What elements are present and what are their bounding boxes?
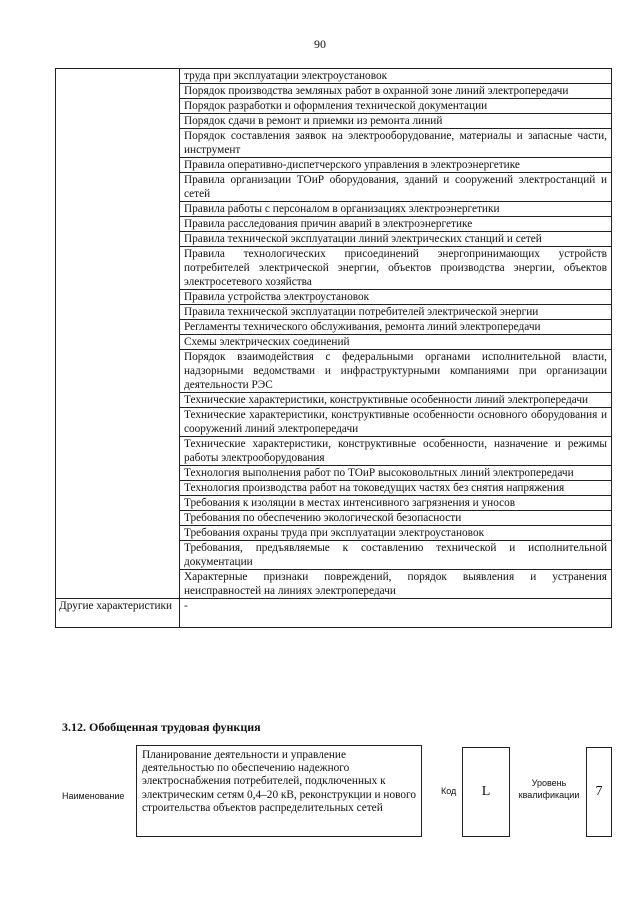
knowledge-item: Правила оперативно-диспетчерского управления в электроэнергетике <box>180 158 612 173</box>
row-label-cell <box>56 69 180 599</box>
knowledge-item: Порядок составления заявок на электрооборудование, материалы и запасные части, инструмент <box>180 129 612 158</box>
function-name-value: Планирование деятельности и управление деятельностью по обеспечению надежного электроснабжения потребителей, подключенных к электрическим сетям 0,4–20 кВ, реконструкции и нового строительства объектов распределительных сетей <box>136 745 422 837</box>
knowledge-item: Правила расследования причин аварий в электроэнергетике <box>180 217 612 232</box>
knowledge-item: Правила работы с персоналом в организациях электроэнергетики <box>180 202 612 217</box>
knowledge-item: Технические характеристики, конструктивные особенности линий электропередачи <box>180 393 612 408</box>
knowledge-item: Характерные признаки повреждений, порядок выявления и устранения неисправностей на линиях электропередачи <box>180 570 612 599</box>
knowledge-item: Требования к изоляции в местах интенсивного загрязнения и уносов <box>180 496 612 511</box>
knowledge-table-body <box>56 69 612 599</box>
knowledge-item: Технология выполнения работ по ТОиР высоковольтных линий электропередачи <box>180 466 612 481</box>
knowledge-item: Требования по обеспечению экологической безопасности <box>180 511 612 526</box>
knowledge-item: Регламенты технического обслуживания, ремонта линий электропередачи <box>180 320 612 335</box>
knowledge-item: Правила организации ТОиР оборудования, зданий и сооружений электростанций и сетей <box>180 173 612 202</box>
knowledge-item: Правила технологических присоединений энергопринимающих устройств потребителей электрической энергии, объектов производства энергии, объектов электросетевого хозяйства <box>180 247 612 290</box>
code-label: Код <box>441 786 457 796</box>
other-characteristics-label: Другие характеристики <box>56 599 180 628</box>
knowledge-item: Порядок сдачи в ремонт и приемки из ремонта линий <box>180 114 612 129</box>
knowledge-item: Порядок разработки и оформления технической документации <box>180 99 612 114</box>
knowledge-item: Схемы электрических соединений <box>180 335 612 350</box>
knowledge-item: Правила технической эксплуатации линий электрических станций и сетей <box>180 232 612 247</box>
other-characteristics-value: - <box>180 599 612 628</box>
section-heading: 3.12. Обобщенная трудовая функция <box>62 720 261 734</box>
knowledge-item: Порядок взаимодействия с федеральными органами исполнительной власти, надзорными ведомствами и инфраструктурными компаниями при организации деятельности РЭС <box>180 350 612 393</box>
knowledge-item: труда при эксплуатации электроустановок <box>180 69 612 84</box>
knowledge-item: Порядок производства земляных работ в охранной зоне линий электропередачи <box>180 84 612 99</box>
qualification-level-value: 7 <box>586 747 612 837</box>
knowledge-item: Технические характеристики, конструктивные особенности, назначение и режимы работы электрооборудования <box>180 437 612 466</box>
code-value: L <box>462 747 510 837</box>
qualification-level-label: Уровень квалификации <box>518 778 580 800</box>
knowledge-item: Требования охраны труда при эксплуатации электроустановок <box>180 526 612 541</box>
other-characteristics-row <box>56 599 612 628</box>
knowledge-item: Технология производства работ на токоведущих частях без снятия напряжения <box>180 481 612 496</box>
knowledge-item: Правила технической эксплуатации потребителей электрической энергии <box>180 305 612 320</box>
knowledge-table <box>55 68 612 628</box>
knowledge-item: Технические характеристики, конструктивные особенности основного оборудования и сооружений линий электропередачи <box>180 408 612 437</box>
function-name-label: Наименование <box>62 791 125 801</box>
knowledge-item: Требования, предъявляемые к составлению технической и исполнительной документации <box>180 541 612 570</box>
knowledge-item: Правила устройства электроустановок <box>180 290 612 305</box>
page-number: 90 <box>314 37 326 51</box>
knowledge-row <box>56 69 612 84</box>
